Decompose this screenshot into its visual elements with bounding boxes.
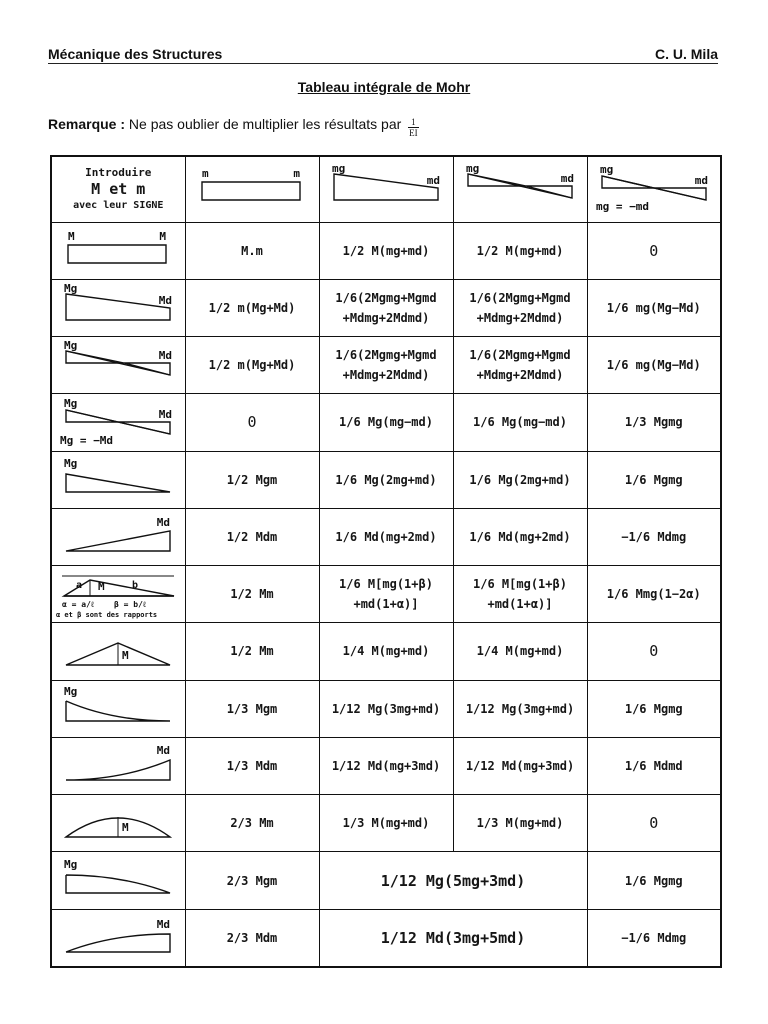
left-moment-label: Mg [64,339,78,353]
header-row [51,156,721,222]
moment-diagram [454,162,586,216]
remark-text: Ne pas oublier de multiplier les résultats par [128,116,402,132]
formula-cell [587,852,721,909]
fraction-denominator: EI [409,128,418,138]
formula-line: 1/6 Mg(mg−md) [473,415,567,430]
formula-line: 1/6 mg(Mg−Md) [606,300,701,315]
formula-cell [185,337,319,394]
rectangle-diagram [202,182,300,200]
formula-cell [319,623,453,680]
row-diagram [51,337,185,394]
formula-cell [185,222,319,279]
formula-line: 1/6 M[mg(1+β) [339,577,433,592]
remark-label: Remarque : [48,116,126,132]
rectangle-diagram [68,245,166,263]
row-diagram [51,737,185,794]
formula-continuation: +Mdmg+2Mdmd) [476,310,564,325]
formula-cell [587,222,721,279]
formula-line: 1/3 M(mg+md) [342,816,430,831]
parabola-diagram [66,760,170,780]
left-moment-label: M [68,229,75,243]
formula-line: 2/3 Mgm [226,873,278,888]
formula-cell [319,337,453,394]
table-row [51,852,721,909]
moment-diagram [52,396,184,448]
formula-line: 1/6 Md(mg+2md) [335,529,437,544]
formula-line: 0 [649,814,659,833]
moment-diagram [52,511,184,563]
formula-cell [319,508,453,565]
right-moment-label: Md [157,515,171,529]
column-header-4 [587,156,721,222]
formula-cell [453,337,587,394]
table-row [51,566,721,623]
left-moment-label: Mg [64,281,78,295]
formula-line: 1/6 Mg(mg−md) [339,415,433,430]
formula-line: 1/3 Mgmg [624,415,683,430]
moment-diagram [52,740,184,792]
formula-cell [453,680,587,737]
formula-cell [185,852,319,909]
row-diagram [51,279,185,336]
table-row [51,508,721,565]
formula-line: 1/2 M(mg+md) [342,243,430,258]
row-diagram [51,222,185,279]
formula-line: 1/2 Mdm [226,529,278,544]
formula-line: 1/12 Mg(3mg+md) [331,701,441,716]
table-row [51,737,721,794]
relation-label: mg = −md [595,200,649,214]
formula-cell [185,451,319,508]
formula-line: 1/12 Md(mg+3md) [331,759,441,774]
row-diagram [51,508,185,565]
apex-moment-label: M [122,821,129,835]
row-diagram [51,566,185,623]
formula-line: 1/2 Mm [230,587,274,602]
formula-cell [185,623,319,680]
formula-line: 1/2 Mm [230,644,274,659]
formula-line: 1/12 Mg(3mg+md) [465,701,575,716]
formula-cell [185,279,319,336]
trapezoid-diagram [334,174,438,200]
row-diagram [51,852,185,909]
right-moment-label: md [560,172,574,186]
formula-line: M.m [241,243,263,258]
left-moment-label: mg [466,162,480,176]
formula-line: 2/3 Mm [230,816,274,831]
formula-line: −1/6 Mdmg [621,529,687,544]
formula-line: 1/12 Mg(5mg+3md) [380,871,526,890]
header-rule [48,63,718,64]
table-row [51,222,721,279]
formula-continuation: +md(1+α)] [487,597,553,612]
formula-line: 1/6(2Mgmg+Mgmd [469,348,571,363]
formula-line: 0 [247,413,257,432]
formula-line: 1/4 M(mg+md) [476,644,564,659]
formula-cell [587,394,721,451]
formula-cell [587,680,721,737]
formula-cell [453,394,587,451]
formula-line: 1/12 Md(3mg+5md) [380,928,526,947]
table-row [51,337,721,394]
row-diagram [51,394,185,451]
formula-line: 1/6(2Mgmg+Mgmd [335,348,437,363]
formula-continuation: +Mdmg+2Mdmd) [342,310,430,325]
formula-line: 1/2 Mgm [226,472,278,487]
moment-diagram [52,683,184,735]
formula-continuation: +md(1+α)] [353,597,419,612]
formula-line: 1/3 M(mg+md) [476,816,564,831]
formula-line: −1/6 Mdmg [621,930,687,945]
row-diagram [51,623,185,680]
left-moment-label: Mg [64,456,78,470]
formula-line: 1/6 Mgmg [624,873,683,888]
formula-line: 1/6(2Mgmg+Mgmd [335,290,437,305]
formula-line: 1/3 Mgm [226,701,278,716]
formula-line: 1/4 M(mg+md) [342,644,430,659]
formula-cell [185,795,319,852]
table-row [51,795,721,852]
moment-diagram [52,625,184,677]
formula-cell [185,680,319,737]
formula-line: 1/6 Mmg(1−2α) [606,587,701,602]
formula-cell [587,566,721,623]
page-title: Tableau intégrale de Mohr [297,79,471,95]
formula-line: 1/6 Mdmd [624,759,683,774]
row-diagram [51,451,185,508]
formula-line: 1/6(2Mgmg+Mgmd [469,290,571,305]
formula-cell [453,795,587,852]
corner-instruction [51,156,185,222]
formula-cell [453,451,587,508]
table-row [51,909,721,967]
moment-diagram [52,912,184,964]
left-moment-label: Mg [64,397,78,411]
formula-cell [453,737,587,794]
formula-cell [587,795,721,852]
column-header-3 [453,156,587,222]
fraction-numerator: 1 [408,117,419,128]
corner-text-3: avec leur SIGNE [73,199,164,211]
formula-line: 2/3 Mdm [226,930,278,945]
formula-cell-merged [319,909,587,967]
moment-diagram [52,225,184,277]
right-moment-label: M [159,229,167,243]
table-row [51,451,721,508]
right-moment-label: md [426,174,440,188]
apex-moment-label: M [98,580,105,594]
a-label: a [76,580,83,592]
formula-cell [453,623,587,680]
formula-cell [319,394,453,451]
moment-diagram [588,162,720,216]
formula-cell [319,737,453,794]
moment-diagram [52,454,184,506]
formula-line: 0 [649,642,659,661]
table-row [51,623,721,680]
right-moment-label: Md [159,408,173,422]
table-row [51,279,721,336]
right-moment-label: Md [159,293,173,307]
corner-text-1: Introduire [85,165,152,179]
triangle-diagram [66,474,170,492]
formula-cell [185,566,319,623]
formula-line: 0 [649,241,659,260]
b-label: b [132,580,139,592]
moment-diagram [52,282,184,334]
row-diagram [51,795,185,852]
author-name: C. U. Mila [654,46,718,62]
formula-cell [319,279,453,336]
triangle-diagram [66,531,170,551]
left-moment-label: mg [599,163,613,177]
formula-cell [185,394,319,451]
moment-diagram [52,855,184,907]
row-diagram [51,680,185,737]
formula-line: 1/6 Md(mg+2md) [469,529,571,544]
left-moment-label: mg [332,162,346,176]
formula-cell [185,737,319,794]
apex-moment-label: M [122,649,129,663]
corner-text-2: M et m [91,179,146,198]
formula-line: 1/6 Mg(2mg+md) [469,472,571,487]
table-row [51,680,721,737]
formula-continuation: +Mdmg+2Mdmd) [476,368,564,383]
formula-cell [587,623,721,680]
right-moment-label: m [293,167,300,181]
formula-line: 1/3 Mdm [226,759,278,774]
formula-line: 1/6 M[mg(1+β) [473,577,567,592]
formula-cell [319,222,453,279]
column-header-1 [185,156,319,222]
formula-cell [453,508,587,565]
remark [48,116,419,138]
moment-diagram [52,797,184,849]
formula-line: 1/12 Md(mg+3md) [465,759,575,774]
mohr-integral-table [50,155,722,968]
remark-fraction [408,117,419,138]
formula-cell [587,508,721,565]
formula-cell [319,451,453,508]
formula-continuation: +Mdmg+2Mdmd) [342,368,430,383]
formula-cell [185,909,319,967]
moment-diagram [320,162,452,216]
column-header-2 [319,156,453,222]
course-title: Mécanique des Structures [48,46,223,62]
row-diagram [51,909,185,967]
parabola-diagram [66,701,170,721]
moment-diagram [186,162,318,216]
formula-cell-merged [319,852,587,909]
parabola-diagram [66,875,170,893]
right-moment-label: md [694,174,708,188]
right-moment-label: Md [159,349,173,363]
formula-cell [587,337,721,394]
formula-line: 1/2 m(Mg+Md) [208,358,296,373]
formula-cell [319,680,453,737]
trapezoid-diagram [66,293,173,320]
formula-cell [453,222,587,279]
formula-line: 1/6 Mg(2mg+md) [335,472,437,487]
ratio-note: α et β sont des rapports [56,611,158,620]
formula-line: 1/6 Mgmg [624,472,683,487]
formula-cell [587,451,721,508]
formula-cell [453,279,587,336]
formula-line: 1/6 mg(Mg−Md) [606,358,701,373]
moment-diagram [52,339,184,391]
formula-line: 1/2 M(mg+md) [476,243,564,258]
table-row [51,394,721,451]
beta-definition: β = b/ℓ [114,600,147,610]
formula-cell [587,909,721,967]
parabola-diagram [66,934,170,952]
relation-label: Mg = −Md [60,434,114,448]
left-moment-label: Mg [64,857,78,871]
right-moment-label: Md [157,744,171,758]
right-moment-label: Md [157,917,171,931]
left-moment-label: m [202,167,209,181]
formula-line: 1/2 m(Mg+Md) [208,300,296,315]
formula-cell [587,737,721,794]
left-moment-label: Mg [64,684,78,698]
formula-cell [185,508,319,565]
formula-cell [453,566,587,623]
moment-diagram [52,568,184,620]
formula-line: 1/6 Mgmg [624,701,683,716]
alpha-definition: α = a/ℓ [62,600,95,610]
formula-cell [587,279,721,336]
formula-cell [319,795,453,852]
formula-cell [319,566,453,623]
